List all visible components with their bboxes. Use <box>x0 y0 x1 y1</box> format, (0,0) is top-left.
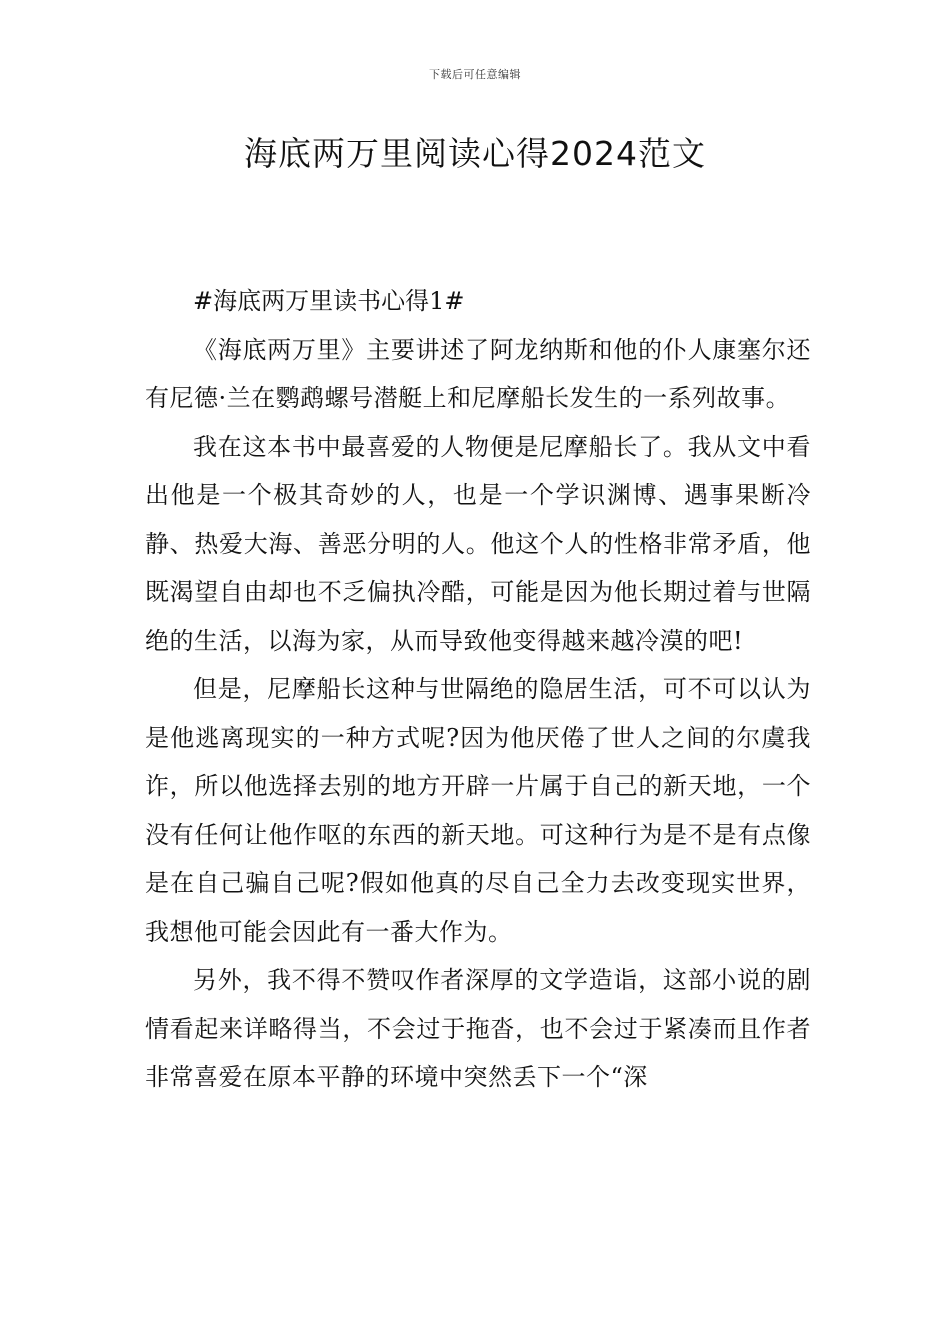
paragraph: 我在这本书中最喜爱的人物便是尼摩船长了。我从文中看出他是一个极其奇妙的人，也是一个学识渊博、遇事果断冷静、热爱大海、善恶分明的人。他这个人的性格非常矛盾，他既渴望自由却也不乏偏执冷酷，可能是因为他长期过着与世隔绝的生活，以海为家，从而导致他变得越来越冷漠的吧! <box>145 432 811 655</box>
document-body <box>145 277 811 1102</box>
paragraph: 《海底两万里》主要讲述了阿龙纳斯和他的仆人康塞尔还有尼德·兰在鹦鹉螺号潜艇上和尼摩船长发生的一系列故事。 <box>145 335 811 412</box>
header-note: 下载后可任意编辑 <box>429 68 521 81</box>
document-title: 海底两万里阅读心得2024范文 <box>244 134 706 173</box>
paragraph: 但是，尼摩船长这种与世隔绝的隐居生活，可不可以认为是他逃离现实的一种方式呢?因为他厌倦了世人之间的尔虞我诈，所以他选择去别的地方开辟一片属于自己的新天地，一个没有任何让他作呕的东西的新天地。可这种行为是不是有点像是在自己骗自己呢?假如他真的尽自己全力去改变现实世界，我想他可能会因此有一番大作为。 <box>145 675 811 946</box>
section-heading: #海底两万里读书心得1# <box>193 287 465 315</box>
paragraph: 另外，我不得不赞叹作者深厚的文学造诣，这部小说的剧情看起来详略得当，不会过于拖沓，也不会过于紧凑而且作者非常喜爱在原本平静的环境中突然丢下一个“深 <box>145 966 811 1091</box>
